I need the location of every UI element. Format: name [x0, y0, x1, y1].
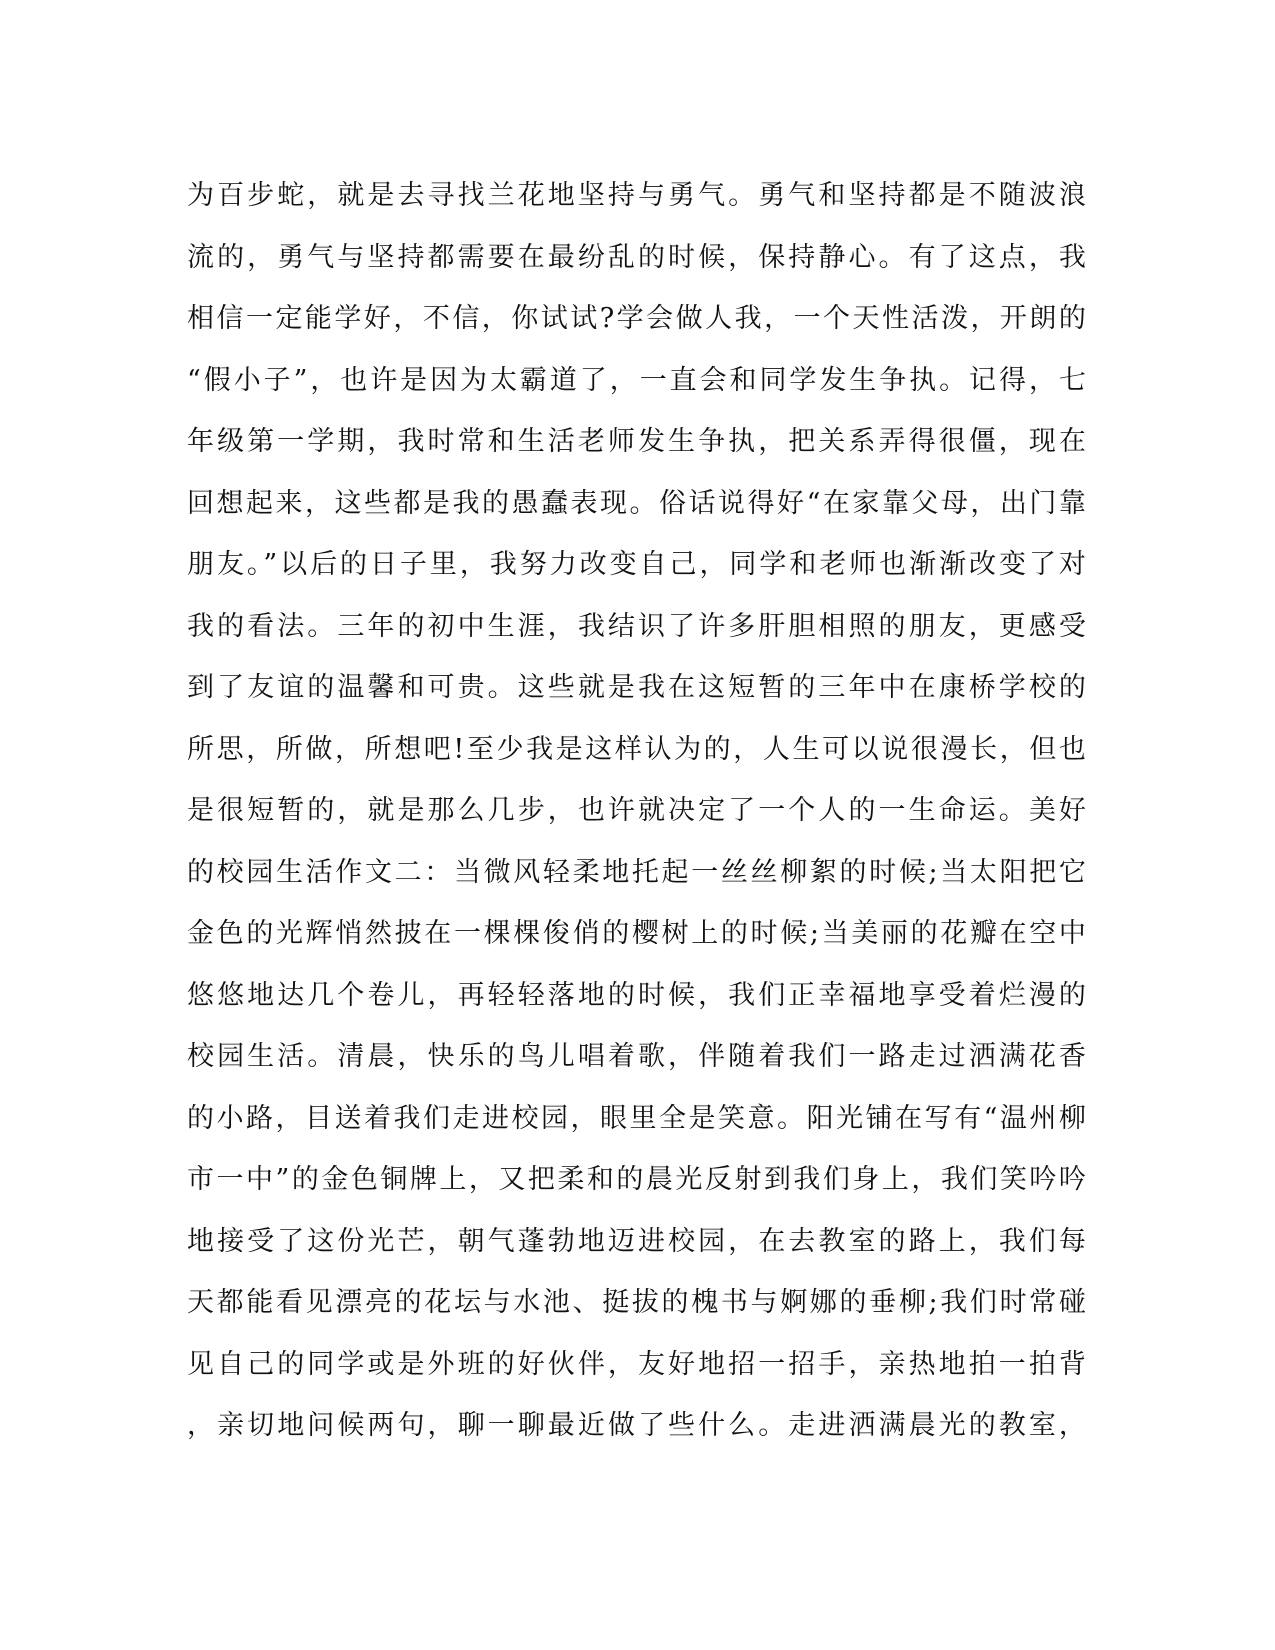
text-line: 为百步蛇，就是去寻找兰花地坚持与勇气。勇气和坚持都是不随波浪: [187, 180, 1087, 211]
text-line: “假小子”，也许是因为太霸道了，一直会和同学发生争执。记得，七: [187, 364, 1087, 396]
text-line: 见自己的同学或是外班的好伙伴，友好地招一招手，亲热地拍一拍背: [187, 1348, 1087, 1380]
text-line: 年级第一学期，我时常和生活老师发生争执，把关系弄得很僵，现在: [187, 426, 1087, 457]
text-line: 流的，勇气与坚持都需要在最纷乱的时候，保持静心。有了这点，我: [187, 241, 1087, 273]
text-line: 地接受了这份光芒，朝气蓬勃地迈进校园，在去教室的路上，我们每: [187, 1225, 1087, 1257]
text-line: 相信一定能学好，不信，你试试?学会做人我，一个天性活泼，开朗的: [187, 303, 1087, 334]
text-line: 回想起来，这些都是我的愚蠢表现。俗话说得好“在家靠父母，出门靠: [187, 487, 1087, 519]
text-line: 到了友谊的温馨和可贵。这些就是我在这短暂的三年中在康桥学校的: [187, 672, 1087, 703]
text-line: 我的看法。三年的初中生涯，我结识了许多肝胆相照的朋友，更感受: [187, 610, 1087, 642]
text-line: 校园生活。清晨，快乐的鸟儿唱着歌，伴随着我们一路走过洒满花香: [187, 1041, 1087, 1072]
text-line: 的小路，目送着我们走进校园，眼里全是笑意。阳光铺在写有“温州柳: [187, 1102, 1087, 1134]
text-line: 市一中”的金色铜牌上，又把柔和的晨光反射到我们身上，我们笑吟吟: [187, 1164, 1087, 1195]
text-line: ，亲切地问候两句，聊一聊最近做了些什么。走进洒满晨光的教室，: [187, 1410, 1087, 1441]
body-text: [187, 165, 1087, 1457]
text-line: 天都能看见漂亮的花坛与水池、挺拔的槐书与婀娜的垂柳;我们时常碰: [187, 1287, 1087, 1318]
text-line: 的校园生活作文二：当微风轻柔地托起一丝丝柳絮的时候;当太阳把它: [187, 856, 1087, 888]
text-line: 所思，所做，所想吧!至少我是这样认为的，人生可以说很漫长，但也: [187, 733, 1087, 765]
text-line: 朋友。”以后的日子里，我努力改变自己，同学和老师也渐渐改变了对: [187, 549, 1087, 580]
text-line: 金色的光辉悄然披在一棵棵俊俏的樱树上的时候;当美丽的花瓣在空中: [187, 918, 1087, 949]
text-line: 是很短暂的，就是那么几步，也许就决定了一个人的一生命运。美好: [187, 795, 1087, 826]
text-line: 悠悠地达几个卷儿，再轻轻落地的时候，我们正幸福地享受着烂漫的: [187, 979, 1087, 1011]
